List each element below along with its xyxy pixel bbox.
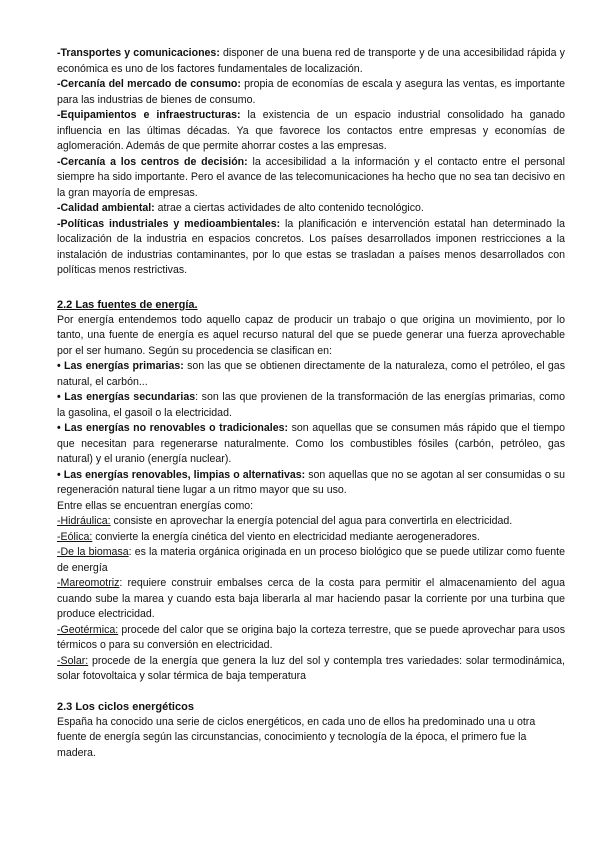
- energy-type-text: son aquellas que se consumen más rápido que el tiempo que necesitan para regenerarse naturalmente. Como los combustibles fósiles (carbón, petróleo, gas natural) y el uranio (energía nuclear).: [57, 422, 565, 465]
- renewable-text: convierte la energía cinética del viento en electricidad mediante aerogeneradores.: [92, 530, 480, 543]
- factor-paragraph: [57, 77, 565, 108]
- section-heading-energy-sources: 2.2 Las fuentes de energía.: [57, 298, 198, 311]
- energy-type-item: [57, 359, 565, 390]
- intro-paragraph: Por energía entendemos todo aquello capaz de producir un trabajo o que origina un movimiento, por lo tanto, una fuente de energía es aquel recurso natural del que se puede generar una fuerza aprovechable por el ser humano. Según su procedencia se clasifican en:: [57, 313, 565, 357]
- between-line: Entre ellas se encuentran energías como:: [57, 499, 254, 512]
- renewable-text: consiste en aprovechar la energía potencial del agua para convertirla en electricidad.: [110, 515, 513, 527]
- factor-paragraph: [57, 108, 565, 155]
- energy-type-term: • Las energías primarias:: [57, 360, 184, 372]
- energy-type-text: son aquellas que no se agotan al ser consumidas o su regeneración natural tiene lugar a un ritmo mayor que su uso.: [57, 468, 565, 496]
- energy-type-item: [57, 421, 565, 468]
- factor-paragraph: [57, 155, 565, 202]
- factor-term: -Transportes y comunicaciones:: [57, 47, 220, 59]
- renewable-text: procede de la energía que genera la luz del sol y contempla tres variedades: solar termodinámica, solar fotovoltaica y solar térmica de baja temperatura: [57, 654, 565, 682]
- energy-type-term: • Las energías secundarias: [57, 391, 196, 403]
- renewable-item: [57, 545, 565, 576]
- energy-type-item: [57, 468, 565, 499]
- factor-paragraph: [57, 217, 565, 279]
- energy-type-term: • Las energías no renovables o tradicionales:: [57, 422, 289, 434]
- factor-term: -Cercanía del mercado de consumo:: [57, 78, 241, 90]
- factor-term: -Calidad ambiental:: [57, 202, 155, 214]
- factor-paragraph: [57, 46, 565, 77]
- renewable-text: procede del calor que se origina bajo la corteza terrestre, que se puede aprovechar para usos térmicos o para su conversión en electricidad.: [57, 623, 565, 651]
- spacer: [57, 279, 565, 297]
- factor-paragraph: [57, 201, 565, 217]
- renewable-item: [57, 576, 565, 623]
- renewable-text: : es la materia orgánica originada en un proceso biológico que se puede utilizar como fuente de energía: [57, 546, 565, 574]
- renewable-term: -Eólica:: [57, 530, 93, 543]
- factor-text: propia de economías de escala y asegura las ventas, es importante para las industrias de bienes de consumo.: [57, 78, 565, 106]
- factor-term: -Cercanía a los centros de decisión:: [57, 155, 248, 168]
- renewable-term: -Hidráulica:: [57, 515, 111, 527]
- section-heading-energy-cycles: 2.3 Los ciclos energéticos: [57, 700, 194, 713]
- factor-text: la planificación e intervención estatal han determinado la localización de la industria en espacios concretos. Los países desarrollados imponen restricciones a la instalación de industrias contaminantes, por lo que estas se trasladan a países menos desarrollados con políticas menos restrictivas.: [57, 217, 565, 276]
- renewable-term: -Geotérmica:: [57, 623, 119, 636]
- factor-text: la accesibilidad a la información y el contacto entre el personal siempre ha sido importante. Pero el avance de las telecomunicaciones ha hecho que no sea tan decisivo en la gran mayoría de empresas.: [57, 155, 565, 199]
- renewable-text: : requiere construir embalses cerca de la costa para permitir el almacenamiento del agua cuando sube la marea y cuando esta baja liberarla al mar haciendo pasar la corriente por una turbina que produce electricidad.: [57, 577, 565, 620]
- energy-type-text: : son las que provienen de la transformación de las energías primarias, como la gasolina, el gasoil o la electricidad.: [57, 391, 565, 419]
- factor-text: disponer de una buena red de transporte y de una accesibilidad rápida y económica es uno de los factores fundamentales de localización.: [57, 47, 565, 75]
- renewable-item: [57, 623, 565, 654]
- spacer: [57, 685, 565, 699]
- cycles-paragraph: España ha conocido una serie de ciclos energéticos, en cada uno de ellos ha predominado una u otra fuente de energía según las circunstancias, conocimiento y tecnología de la época, el primero fue la madera.: [57, 715, 536, 759]
- renewable-item: [57, 654, 565, 685]
- document-page: [57, 46, 565, 761]
- energy-type-text: son las que se obtienen directamente de la naturaleza, como el petróleo, el gas natural, el carbón...: [57, 360, 565, 388]
- renewable-item: [57, 530, 565, 546]
- energy-type-item: [57, 390, 565, 421]
- renewable-term: -Mareomotriz: [57, 577, 120, 589]
- energy-type-term: • Las energías renovables, limpias o alternativas:: [57, 468, 306, 481]
- factor-term: -Equipamientos e infraestructuras:: [57, 109, 241, 121]
- renewable-term: -De la biomasa: [57, 546, 129, 558]
- factor-term: -Políticas industriales y medioambientales:: [57, 217, 281, 230]
- renewable-item: [57, 514, 565, 530]
- factor-text: la existencia de un espacio industrial consolidado ha ganado influencia en las últimas décadas. Ya que favorece los contactos entre empresas y economías de aglomeración. Además de que permite ahorrar costes a las empresas.: [57, 109, 565, 152]
- factor-text: atrae a ciertas actividades de alto contenido tecnológico.: [154, 202, 424, 214]
- renewable-term: -Solar:: [57, 654, 89, 667]
